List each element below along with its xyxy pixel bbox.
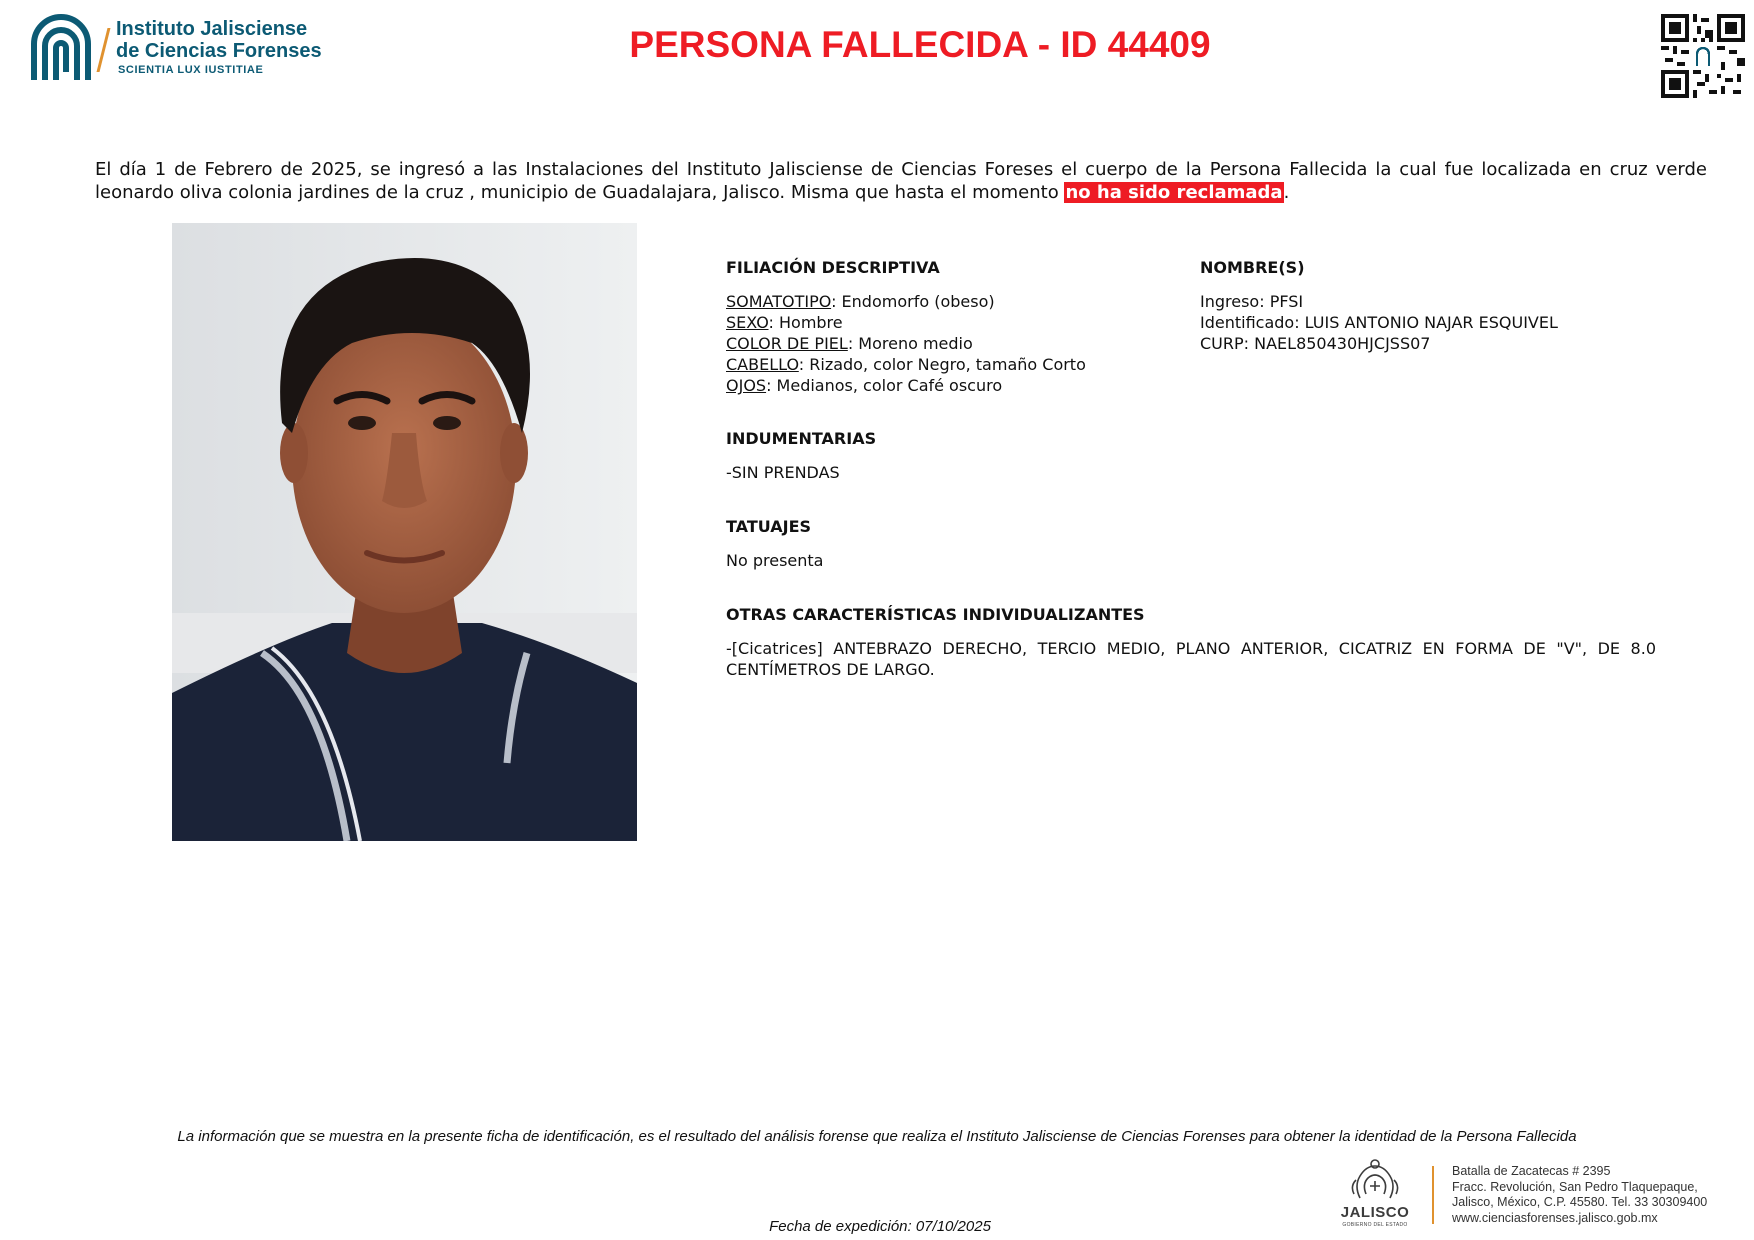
somatotipo-label: SOMATOTIPO — [726, 292, 832, 311]
tatuajes-text: No presenta — [726, 551, 824, 570]
qr-code-icon — [1661, 14, 1745, 98]
logo-line1: Instituto Jalisciense — [116, 18, 308, 40]
filiacion-row — [726, 375, 1166, 396]
disclaimer-text: La información que se muestra en la presente ficha de identificación, es el resultado del análisis forense que realiza el Instituto Jalisciense de Ciencias Forenses para obtener la identidad de la Persona Fallecida — [177, 1128, 1577, 1145]
otras-section — [726, 605, 1656, 680]
indumentarias-section — [726, 429, 1656, 483]
indumentarias-heading: INDUMENTARIAS — [726, 429, 877, 448]
intro-tail: . — [1283, 182, 1290, 203]
ojos-label: OJOS — [726, 376, 767, 395]
cabello-label: CABELLO — [726, 355, 799, 374]
page-title: PERSONA FALLECIDA - ID 44409 — [629, 24, 1211, 65]
website-link[interactable]: www.cienciasforenses.jalisco.gob.mx — [1452, 1210, 1658, 1225]
footer-divider — [1432, 1166, 1434, 1224]
fingerprint-logo-icon — [28, 10, 94, 84]
ojos-value: : Medianos, color Café oscuro — [766, 376, 1003, 395]
intro-text: El día 1 de Febrero de 2025, se ingresó a las Instalaciones del Instituto Jalisciense de Ciencias Foreses el cuerpo de la Persona Fallecida la cual fue localizada en cruz verde leonardo oliva colonia jardines de la cruz , municipio de Guadalajara, Jalisco. Misma que hasta el momento — [95, 159, 1707, 203]
ingreso-line: Ingreso: PFSI — [1200, 292, 1304, 311]
nombres-section — [1200, 258, 1660, 354]
deceased-photo — [172, 223, 637, 841]
jalisco-crest-icon — [1330, 1156, 1420, 1202]
logo-line2: de Ciencias Forenses — [116, 40, 322, 62]
issue-date: Fecha de expedición: 07/10/2025 — [769, 1218, 991, 1235]
curp-line: CURP: NAEL850430HJCJSS07 — [1200, 334, 1431, 353]
jalisco-sub-label: GOBIERNO DEL ESTADO — [1342, 1222, 1408, 1228]
jalisco-label: JALISCO — [1340, 1204, 1410, 1221]
filiacion-row — [726, 291, 1166, 312]
cabello-value: : Rizado, color Negro, tamaño Corto — [798, 355, 1086, 374]
logo-motto: SCIENTIA LUX IUSTITIAE — [118, 64, 264, 76]
address-line: Batalla de Zacatecas # 2395 — [1452, 1164, 1611, 1178]
filiacion-row — [726, 354, 1166, 375]
sexo-label: SEXO — [726, 313, 769, 332]
filiacion-section — [726, 258, 1166, 396]
somatotipo-value: : Endomorfo (obeso) — [831, 292, 995, 311]
institute-logo — [28, 10, 338, 86]
tatuajes-section — [726, 517, 1656, 571]
tatuajes-heading: TATUAJES — [726, 517, 812, 536]
otras-heading: OTRAS CARACTERÍSTICAS INDIVIDUALIZANTES — [726, 605, 1145, 624]
nombres-heading: NOMBRE(S) — [1200, 258, 1305, 277]
otras-text: -[Cicatrices] ANTEBRAZO DERECHO, TERCIO MEDIO, PLANO ANTERIOR, CICATRIZ EN FORMA DE "V", DE 8.0 CENTÍMETROS DE LARGO. — [726, 639, 1656, 679]
address-block — [1452, 1164, 1752, 1226]
address-line: Fracc. Revolución, San Pedro Tlaquepaque, — [1452, 1179, 1698, 1194]
indumentarias-text: -SIN PRENDAS — [726, 463, 840, 482]
intro-paragraph — [95, 158, 1707, 204]
color-piel-value: : Moreno medio — [847, 334, 973, 353]
unclaimed-badge: no ha sido reclamada — [1065, 182, 1283, 203]
identificado-line: Identificado: LUIS ANTONIO NAJAR ESQUIVEL — [1200, 313, 1558, 332]
color-piel-label: COLOR DE PIEL — [726, 334, 848, 353]
filiacion-heading: FILIACIÓN DESCRIPTIVA — [726, 258, 940, 277]
address-line: Jalisco, México, C.P. 45580. Tel. 33 30309400 — [1452, 1195, 1708, 1209]
filiacion-row — [726, 333, 1166, 354]
filiacion-row — [726, 312, 1166, 333]
sexo-value: : Hombre — [768, 313, 843, 332]
